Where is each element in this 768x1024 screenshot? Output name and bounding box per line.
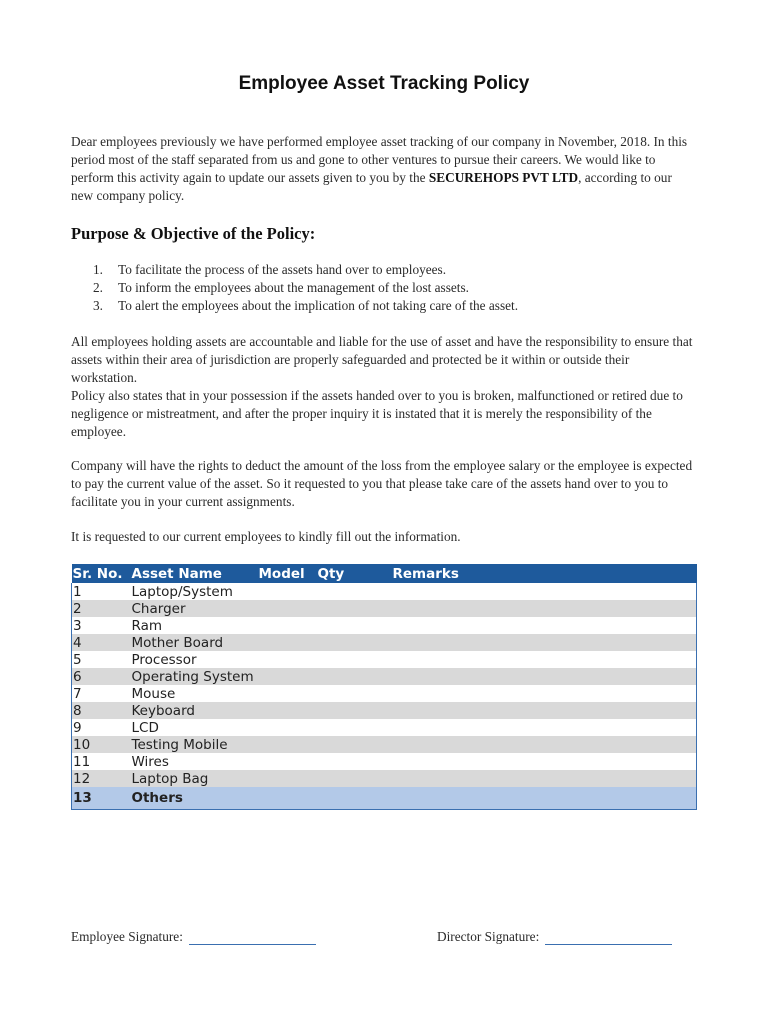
cell-model[interactable] (258, 702, 317, 719)
table-row (72, 770, 697, 787)
cell-qty[interactable] (317, 600, 392, 617)
table-row (72, 787, 697, 810)
cell-asset: Mother Board (131, 634, 258, 651)
cell-remarks[interactable] (392, 719, 697, 736)
cell-remarks[interactable] (392, 651, 697, 668)
cell-asset: Mouse (131, 685, 258, 702)
cell-model[interactable] (258, 583, 317, 600)
cell-remarks[interactable] (392, 736, 697, 753)
table-header-row (72, 564, 697, 583)
director-signature (437, 929, 672, 945)
cell-qty[interactable] (317, 719, 392, 736)
cell-remarks[interactable] (392, 617, 697, 634)
cell-asset: Charger (131, 600, 258, 617)
cell-qty[interactable] (317, 583, 392, 600)
cell-model[interactable] (258, 651, 317, 668)
cell-asset: LCD (131, 719, 258, 736)
cell-asset: Laptop/System (131, 583, 258, 600)
list-number: 2. (93, 280, 103, 295)
cell-remarks[interactable] (392, 702, 697, 719)
cell-asset: Wires (131, 753, 258, 770)
list-number: 1. (93, 262, 103, 277)
employee-signature-line[interactable] (189, 932, 316, 945)
purpose-heading: Purpose & Objective of the Policy: (71, 224, 316, 243)
header-qty: Qty (317, 564, 392, 583)
cell-model[interactable] (258, 787, 317, 810)
cell-remarks[interactable] (392, 787, 697, 810)
cell-sr: 11 (72, 753, 131, 770)
table-row (72, 719, 697, 736)
cell-sr: 7 (72, 685, 131, 702)
asset-table (71, 564, 697, 810)
cell-sr: 13 (72, 787, 131, 810)
list-text: To alert the employees about the implication of not taking care of the asset. (118, 298, 519, 313)
cell-asset: Others (131, 787, 258, 810)
possession-paragraph: Policy also states that in your possession if the assets handed over to you is broken, malfunctioned or retired due to negligence or mistreatment, and after the proper inquiry it is instated that it is merely the responsibility of the employee. (71, 388, 683, 439)
cell-sr: 8 (72, 702, 131, 719)
objectives-list (71, 261, 518, 315)
cell-qty[interactable] (317, 634, 392, 651)
director-signature-line[interactable] (545, 932, 672, 945)
cell-sr: 2 (72, 600, 131, 617)
document-title: Employee Asset Tracking Policy (238, 73, 530, 94)
cell-model[interactable] (258, 668, 317, 685)
table-row (72, 617, 697, 634)
cell-qty[interactable] (317, 668, 392, 685)
cell-qty[interactable] (317, 736, 392, 753)
cell-sr: 5 (72, 651, 131, 668)
cell-model[interactable] (258, 634, 317, 651)
header-remarks: Remarks (392, 564, 697, 583)
cell-sr: 1 (72, 583, 131, 600)
list-number: 3. (93, 298, 103, 313)
list-item (71, 279, 518, 297)
table-row (72, 668, 697, 685)
cell-remarks[interactable] (392, 753, 697, 770)
cell-model[interactable] (258, 770, 317, 787)
list-text: To inform the employees about the management of the lost assets. (118, 280, 469, 295)
table-row (72, 753, 697, 770)
cell-asset: Laptop Bag (131, 770, 258, 787)
cell-qty[interactable] (317, 787, 392, 810)
cell-model[interactable] (258, 685, 317, 702)
cell-qty[interactable] (317, 617, 392, 634)
cell-asset: Operating System (131, 668, 258, 685)
cell-sr: 6 (72, 668, 131, 685)
table-row (72, 702, 697, 719)
cell-qty[interactable] (317, 685, 392, 702)
cell-remarks[interactable] (392, 668, 697, 685)
cell-remarks[interactable] (392, 600, 697, 617)
cell-sr: 10 (72, 736, 131, 753)
director-signature-label: Director Signature: (437, 929, 540, 944)
cell-sr: 3 (72, 617, 131, 634)
request-paragraph: It is requested to our current employees to kindly fill out the information. (71, 529, 461, 544)
cell-qty[interactable] (317, 770, 392, 787)
table-row (72, 651, 697, 668)
cell-remarks[interactable] (392, 634, 697, 651)
cell-asset: Testing Mobile (131, 736, 258, 753)
cell-model[interactable] (258, 600, 317, 617)
cell-remarks[interactable] (392, 583, 697, 600)
table-row (72, 583, 697, 600)
cell-sr: 4 (72, 634, 131, 651)
header-sr-no: Sr. No. (72, 564, 131, 583)
company-name: SECUREHOPS PVT LTD (428, 170, 579, 185)
cell-model[interactable] (258, 736, 317, 753)
cell-qty[interactable] (317, 702, 392, 719)
cell-sr: 9 (72, 719, 131, 736)
header-model: Model (258, 564, 317, 583)
deduction-paragraph: Company will have the rights to deduct the amount of the loss from the employee salary or the employee is expected to pay the current value of the asset. So it requested to you that please take care of the assets hand over to you to facilitate you in your current assignments. (71, 458, 693, 509)
list-item (71, 297, 518, 315)
cell-remarks[interactable] (392, 770, 697, 787)
table-row (72, 685, 697, 702)
cell-asset: Processor (131, 651, 258, 668)
employee-signature (71, 929, 316, 945)
accountability-paragraph: All employees holding assets are accountable and liable for the use of asset and have the responsibility to ensure that assets within their area of jurisdiction are properly safeguarded and protected be it within or outside their workstation. (71, 334, 693, 385)
table-row (72, 600, 697, 617)
cell-asset: Ram (131, 617, 258, 634)
cell-asset: Keyboard (131, 702, 258, 719)
cell-model[interactable] (258, 617, 317, 634)
intro-text-start: Dear employees previously we have performed employee asset tracking of our company in November, 2018. In this period most of the staff separated from us and gone to other ventures to pursue their careers. We would like to perform this activity again to update our assets given to you by the (71, 134, 688, 185)
list-text: To facilitate the process of the assets hand over to employees. (118, 262, 447, 277)
cell-remarks[interactable] (392, 685, 697, 702)
employee-signature-label: Employee Signature: (71, 929, 183, 944)
cell-qty[interactable] (317, 651, 392, 668)
cell-sr: 12 (72, 770, 131, 787)
header-asset-name: Asset Name (131, 564, 258, 583)
cell-model[interactable] (258, 753, 317, 770)
cell-qty[interactable] (317, 753, 392, 770)
table-row (72, 736, 697, 753)
intro-text-end: , according to our new company policy. (71, 170, 672, 203)
table-row (72, 634, 697, 651)
cell-model[interactable] (258, 719, 317, 736)
list-item (71, 261, 518, 279)
intro-paragraph (71, 133, 696, 205)
